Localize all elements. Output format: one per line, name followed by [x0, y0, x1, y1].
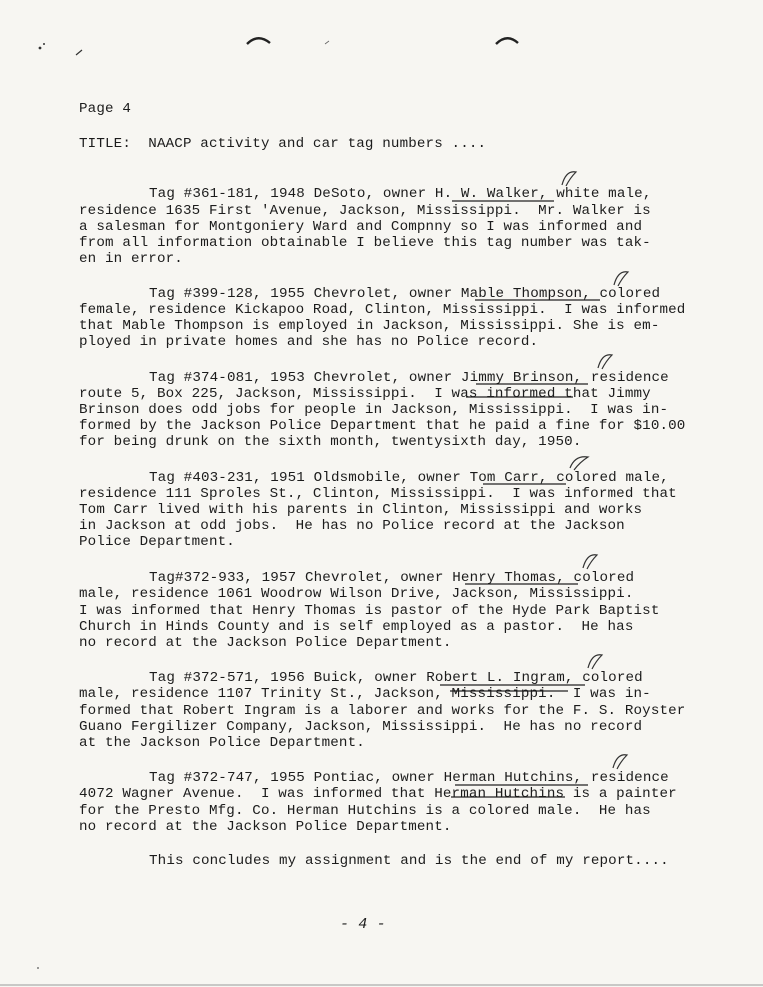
text-line: Tag #374-081, 1953 Chevrolet, owner Jimmy Brinson, residence [149, 370, 669, 386]
text-line: residence 111 Sproles St., Clinton, Mississippi. I was informed that [79, 486, 677, 502]
text-line: ployed in private homes and she has no Police record. [79, 334, 539, 350]
document-title: TITLE: NAACP activity and car tag numbers .... [79, 136, 487, 152]
text-line: Tag #403-231, 1951 Oldsmobile, owner Tom Carr, colored male, [149, 470, 669, 486]
text-line: male, residence 1061 Woodrow Wilson Drive, Jackson, Mississippi. [79, 586, 634, 602]
text-line: no record at the Jackson Police Department. [79, 635, 452, 651]
text-line: at the Jackson Police Department. [79, 735, 365, 751]
text-line: that Mable Thompson is employed in Jackson, Mississippi. She is em- [79, 318, 660, 334]
text-line: en in error. [79, 251, 183, 267]
closing-line: This concludes my assignment and is the end of my report.... [149, 853, 669, 869]
text-line: Church in Hinds County and is self employed as a pastor. He has [79, 619, 634, 635]
text-line: female, residence Kickapoo Road, Clinton, Mississippi. I was informed [79, 302, 686, 318]
text-line: Tag #372-747, 1955 Pontiac, owner Herman Hutchins, residence [149, 770, 669, 786]
page-label: Page 4 [79, 101, 131, 117]
text-line: Tag #361-181, 1948 DeSoto, owner H. W. Walker, white male, [149, 186, 652, 202]
text-line: in Jackson at odd jobs. He has no Police record at the Jackson [79, 518, 625, 534]
text-line: formed that Robert Ingram is a laborer and works for the F. S. Royster [79, 703, 686, 719]
text-line: a salesman for Montgoniery Ward and Compnny so I was informed and [79, 219, 643, 235]
text-line: 4072 Wagner Avenue. I was informed that Herman Hutchins is a painter [79, 786, 677, 802]
text-line: route 5, Box 225, Jackson, Mississippi. I was informed that Jimmy [79, 386, 651, 402]
text-line: from all information obtainable I believe this tag number was tak- [79, 235, 651, 251]
text-line: residence 1635 First 'Avenue, Jackson, Mississippi. Mr. Walker is [79, 203, 651, 219]
text-line: Tag#372-933, 1957 Chevrolet, owner Henry Thomas, colored [149, 570, 635, 586]
text-line: I was informed that Henry Thomas is pastor of the Hyde Park Baptist [79, 603, 660, 619]
footer-page-number: - 4 - [340, 916, 386, 933]
text-line: male, residence 1107 Trinity St., Jackson, Mississippi. I was in- [79, 686, 651, 702]
text-line: no record at the Jackson Police Department. [79, 819, 452, 835]
text-line: for being drunk on the sixth month, twentysixth day, 1950. [79, 434, 582, 450]
text-line: for the Presto Mfg. Co. Herman Hutchins is a colored male. He has [79, 803, 651, 819]
text-line: Guano Fergilizer Company, Jackson, Mississippi. He has no record [79, 719, 643, 735]
text-line: Tom Carr lived with his parents in Clinton, Mississippi and works [79, 502, 643, 518]
text-line: formed by the Jackson Police Department that he paid a fine for $10.00 [79, 418, 686, 434]
text-line: Tag #372-571, 1956 Buick, owner Robert L. Ingram, colored [149, 670, 643, 686]
text-line: Brinson does odd jobs for people in Jackson, Mississippi. I was in- [79, 402, 669, 418]
text-line: Tag #399-128, 1955 Chevrolet, owner Mable Thompson, colored [149, 286, 661, 302]
text-line: Police Department. [79, 534, 235, 550]
